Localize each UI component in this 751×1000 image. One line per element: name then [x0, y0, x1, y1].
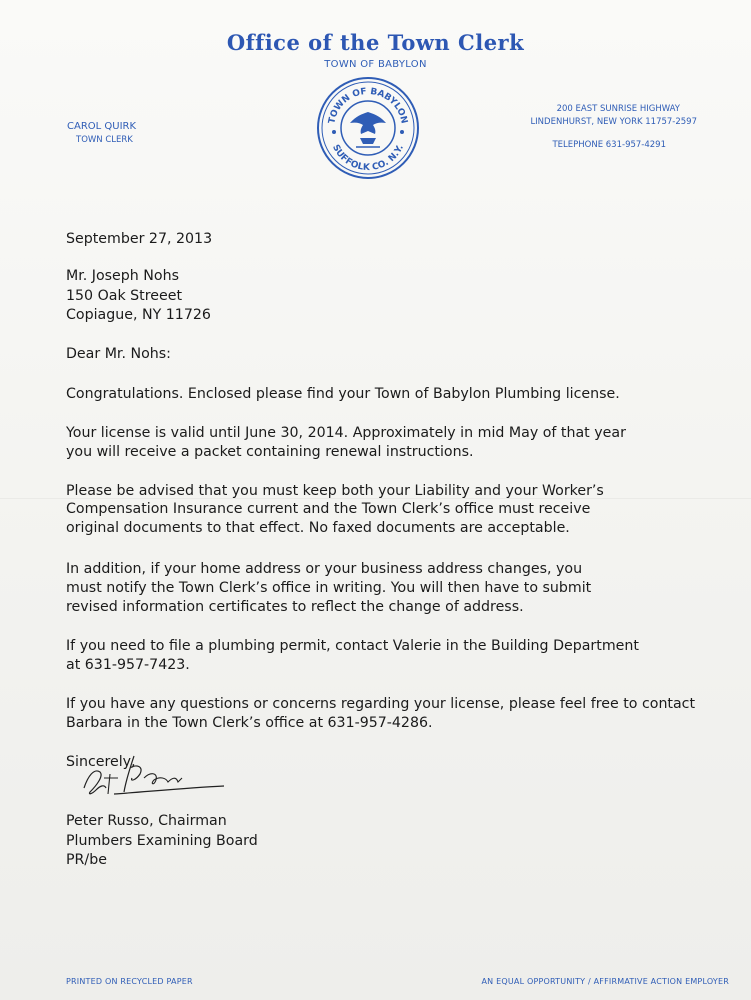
address-line-2: LINDENHURST, NEW YORK 11757-2597: [530, 117, 697, 127]
town-seal-icon: [316, 76, 420, 180]
seal-bottom-text: SUFFOLK CO. N.Y.: [330, 143, 406, 174]
paragraph-line: original documents to that effect. No faxed documents are acceptable.: [66, 520, 570, 536]
paragraph-line: Barbara in the Town Clerk’s office at 631-957-4286.: [66, 715, 433, 731]
paragraph-line: at 631-957-7423.: [66, 657, 190, 673]
footer-employer: AN EQUAL OPPORTUNITY / AFFIRMATIVE ACTION EMPLOYER: [481, 977, 729, 986]
signer-organization: Plumbers Examining Board: [66, 833, 258, 849]
signer-initials: PR/be: [66, 852, 107, 868]
signer-name: Peter Russo, Chairman: [66, 813, 227, 829]
signature-icon: [74, 748, 234, 808]
clerk-name: CAROL QUIRK: [67, 121, 137, 132]
paragraph-line: If you have any questions or concerns regarding your license, please feel free to contact: [66, 696, 696, 712]
paragraph-line: Compensation Insurance current and the Town Clerk’s office must receive: [66, 501, 591, 517]
clerk-title: TOWN CLERK: [76, 135, 133, 145]
paragraph-line: must notify the Town Clerk’s office in writing. You will then have to submit: [66, 580, 592, 596]
paragraph-line: revised information certificates to reflect the change of address.: [66, 599, 524, 615]
recipient-city: Copiague, NY 11726: [66, 307, 211, 323]
paragraph-line: Your license is valid until June 30, 2014. Approximately in mid May of that year: [66, 425, 626, 441]
paragraph-line: If you need to file a plumbing permit, contact Valerie in the Building Department: [66, 638, 639, 654]
town-name: TOWN OF BABYLON: [324, 59, 427, 70]
closing: Sincerely,: [66, 754, 136, 770]
letter-date: September 27, 2013: [66, 231, 213, 247]
salutation: Dear Mr. Nohs:: [66, 346, 171, 362]
paragraph-line: Congratulations. Enclosed please find your Town of Babylon Plumbing license.: [66, 386, 620, 402]
footer-recycled: PRINTED ON RECYCLED PAPER: [66, 977, 193, 986]
address-line-1: 200 EAST SUNRISE HIGHWAY: [556, 104, 680, 114]
paragraph-line: Please be advised that you must keep both your Liability and your Worker’s: [66, 483, 604, 499]
recipient-street: 150 Oak Streeet: [66, 288, 183, 304]
paragraph-line: you will receive a packet containing renewal instructions.: [66, 444, 474, 460]
paragraph-line: In addition, if your home address or your business address changes, you: [66, 561, 583, 577]
telephone: TELEPHONE 631-957-4291: [552, 140, 666, 150]
office-title: Office of the Town Clerk: [226, 30, 525, 55]
recipient-name: Mr. Joseph Nohs: [66, 268, 179, 284]
seal-top-text: TOWN OF BABYLON: [327, 86, 409, 125]
